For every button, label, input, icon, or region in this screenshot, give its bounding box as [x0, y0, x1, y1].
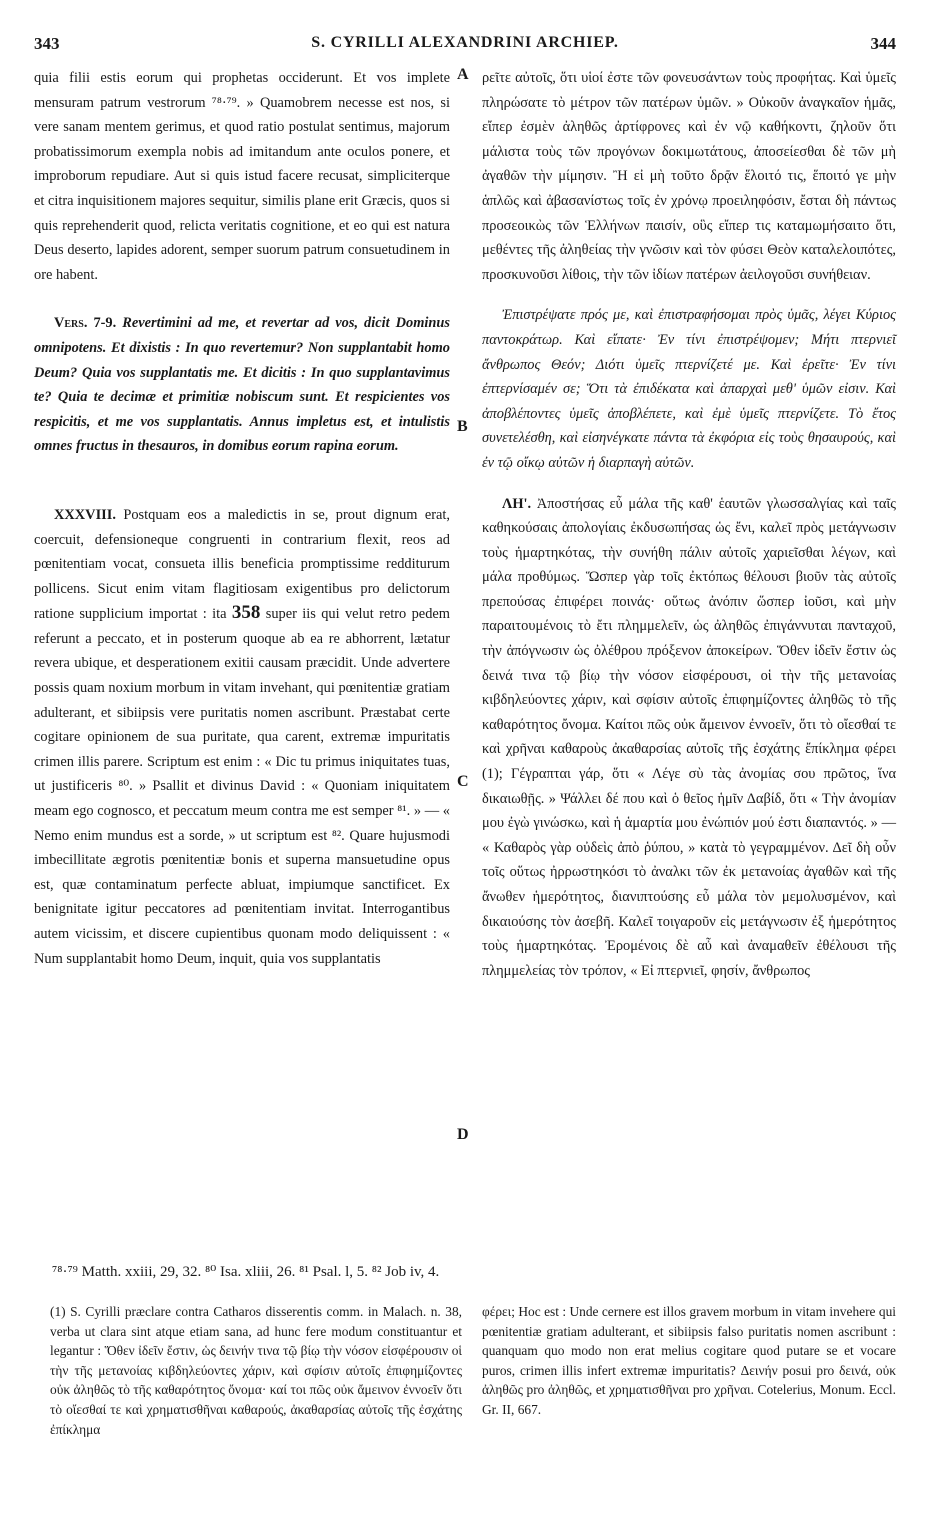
running-title: S. CYRILLI ALEXANDRINI ARCHIEP. [311, 34, 619, 51]
greek-section-38 [482, 492, 896, 984]
greek-paragraph-1: ρεῖτε αὐτοῖς, ὅτι υἱοί ἐστε τῶν φονευσάντων τοὺς προφήτας. Καὶ ὑμεῖς πληρώσατε τὸ μέτρον τῶν πατέρων ὑμῶν. » Οὐκοῦν ἀναγκαῖον ἡμᾶς, εἴπερ ἐσμὲν ἀληθῶς ἀρτίφρονες καὶ ἐν νῷ καθήκοντι, ζηλοῦν ὅτι μάλιστα τοὺς τῶν προγόνων δοκιμωτάτους, ἀποσείεσθαι δὲ τῶν μὴ ἀγαθῶν τὴν μίμησιν. Ἢ εἰ μὴ τοῦτο δρᾷν ἕλοιτό τις, ἕποιτό γε μὴν ἁπλῶς καὶ ἀβασανίστως τοῖς ἐν χρόνῳ προειληφόσιν, ἔσται δὴ πάντως προσεοικὼς τῶν Ἑλλήνων παισίν, οὓς εἴπερ τις καταμωμήσαιτο ὅτι, μεθέντες τῆς ἀληθείας τὴν γνῶσιν καὶ τὸν φύσει Θεὸν καταλελοιπότες, προσκυνοῦσι λίθοις, τὴν τῶν ἰδίων πατέρων ἀειλογοῦσι συνήθειαν. [482, 70, 896, 283]
footnote-left: (1) S. Cyrilli præclare contra Catharos disserentis comm. in Malach. n. 38, verba ut clara sint atque etiam sana, ad hunc fere modum constituantur et legantur : Ὅθεν ἰδεῖν ἔστιν, ὡς δεινήν τινα τῷ βίῳ τὴν νόσον εἰσφέρουσιν οἱ τὴν τῆς μετανοίας κιβδηλεύοντες χάριν, καὶ σφίσιν αὐτοῖς ἐπιφημίζοντες οὐκ ἀληθῶς τὸ τῆς καθαρότητος ὄνομα· καί τοι πῶς οὐκ ἄμεινον ἐννοεῖν ὅτι τὸ οἴεσθαί τε καὶ χρηματισθῆναι καθαρούς, ἀκαθαρσίας αὐτοῖς τῆς ἐσχάτης ἐπίκλημα [50, 1304, 462, 1437]
latin-verse-block [34, 311, 450, 459]
margin-marker-c: C [457, 773, 469, 790]
left-page-number: 343 [34, 34, 60, 53]
scripture-references: ⁷⁸·⁷⁹ Matth. xxiii, 29, 32. ⁸⁰ Isa. xliii, 26. ⁸¹ Psal. l, 5. ⁸² Job iv, 4. [52, 1264, 440, 1280]
greek-section-text: Ἀποστήσας εὖ μάλα τῆς καθ' ἑαυτῶν γλωσσαλγίας καὶ ταῖς καθηκούσαις ἀπολογίαις ἐκδυσωπήσας ὡς ἔνι, καλεῖ πρὸς μετάγνωσιν τοὺς ἡμαρτηκότας, τὴν συνήθη πάλιν αὐτοῖς χαριεῖσθαι λέγων, καὶ μάλα προθύμως. Ὥσπερ γὰρ τοῖς ἐκτόπως θέλουσι βιοῦν τὰς αὐτοῖς πρεπούσας ἐπιφέρει ποινάς· οὕτως ἀνόπιν ὥσπερ ἰοῦσι, καὶ μὴν παραιτουμένοις τὸ ἔτι πλημμελεῖν, ὡς ἀληθῶς ἐπιγάννυται πανταχοῦ, τὴν ἀπόγνωσιν ὡς ὀλέθρου πρόξενον ἀποκείρων. Ὅθεν ἰδεῖν ἔστιν ὡς δεινά τινα τῷ βίῳ τὴν νόσον εἰσφέρουσι, οἱ τὴν τῆς μετανοίας κιβδηλεύοντες χάριν, καὶ σφίσιν αὐτοῖς ἐπιφημίζοντες ἀληθῶς τὸ τῆς καθαρότητος ὄνομα. Καίτοι πῶς οὐκ ἄμεινον ἐννοεῖν, ὅτι τὸ οἴεσθαί τε καὶ χρῆναι καθαροὺς ἀκαθαρσίας αὐτοῖς τῆς ἐσχάτης ἔπίκλημα φέρει (1); Γέγραπται γάρ, ὅτι « Λέγε σὺ τὰς ἀνομίας σου πρῶτος, ἵνα δικαιωθῇς. » Ψάλλει δέ που καὶ ὁ θεῖος ἡμῖν Δαβίδ, ὅτι « Τὴν ἀνομίαν μου ἐγὼ γινώσκω, καὶ ἡ ἁμαρτία μου ἐνώπιόν μού ἐστι διαπαντός. » — « Καθαρὸς γὰρ οὐδεὶς ἀπὸ ῥύπου, » κατὰ τὸ γεγραμμένον. Δεῖ δὴ οὖν τοῖς οὕτως ἠρρωστηκόσι τὸ ἀναλκι τῶν ἐκ μετανοίας ἀγαθῶν καὶ τῆς ἄνωθεν ἡμερότητος, διανιπτούσης εὖ μάλα τὸν μεμολυσμένον, καὶ δικαιούσης τὸν ἀσεβῆ. Καλεῖ τοιγαροῦν εἰς μετάγνωσιν ἐξ ἡμερότητος τοὺς ἡμαρτηκότας. Ἐρομένοις δὲ αὖ καὶ ἀναμαθεῖν ἐθέλουσι τῆς πλημμελείας τὸν τρόπον, « Εἰ πτερνιεῖ, φησίν, ἄνθρωπος [482, 495, 896, 979]
page-header [34, 34, 896, 58]
greek-column [482, 66, 896, 983]
latin-column [34, 66, 450, 971]
greek-section-label: ΛΗ'. [502, 495, 532, 512]
latin-section-label: XXXVIII. [54, 506, 116, 523]
latin-paragraph-1: quia filii estis eorum qui prophetas occiderunt. Et vos implete mensuram patrum vestrorum ⁷⁸·⁷⁹. » Quamobrem necesse est nos, si vere sanam mentem gerimus, et quod ratio postulat sentimus, majorum probatissimorum exempla nobis ad imitandum ante oculos ponere, et improborum repudiare. Aut si quis istud facere recusat, simpliciterque et citra inquisitionem majores sequitur, similis plane erit Græcis, quos si quis reprehenderit quod, relicta veritatis cognitione, et eo qui est natura Deus deserto, lapides adorent, semper suorum patrum consuetudinem in ore habent. [34, 70, 450, 283]
latin-section-text-2: super iis qui velut retro pedem referunt a peccato, et in posterum quoque ab ea re abhorrent, lætatur revera ubique, et desperationem exitii causam præcidit. Unde advertere possis quam noxium morbum in vitam invehant, qui pœnitentiæ gratiam adulterant, et sibiipsis vere puritatis nomen ascribunt. Præstabat certe cogitare opinionem de sua puritate, qua carent, extremæ impuritatis crimen illis parere. Scriptum est enim : « Dic tu primus iniquitates tuas, ut justificeris ⁸⁰. » Psallit et divinus David : « Quoniam iniquitatem meam ego cognosco, et peccatum meum contra me est semper ⁸¹. » — « Nemo enim mundus est a sorde, » ut scriptum est ⁸². Quare hujusmodi imbecillitate ægrotis pœnitentiæ bonis et superna mansuetudine opus est, quæ contaminatum perfecte abluat, impiumque sanctificet. Ex benignitate igitur peccatores ad pœnitentiam invitat. Interrogantibus autem vicissim, et discere cupientibus quonam modo deliquissent : « Num supplantabit homo Deum, inquit, quia vos supplantatis [34, 606, 450, 967]
margin-marker-b: B [457, 418, 468, 435]
greek-verse-text: Ἐπιστρέψατε πρός με, καὶ ἐπιστραφήσομαι πρὸς ὑμᾶς, λέγει Κύριος παντοκράτωρ. Καὶ εἴπατε· Ἐν τίνι ἐπιστρέψομεν; Μήτι πτερνιεῖ ἄνθρωπος Θεόν; Διότι ὑμεῖς πτερνίζετέ με. Καὶ ἐρεῖτε· Ἐν τίνι ἐπτερνίσαμέν σε; Ὅτι τὰ ἐπιδέκατα καὶ ἀπαρχαὶ μεθ' ὑμῶν εἰσιν. Καὶ ἀποβλέποντες ὑμεῖς ἀποβλέπετε, καὶ ἐμὲ ὑμεῖς πτερνίζετε. Τὸ ἔτος συνετελέσθη, καὶ εἰσηνέγκατε πάντα τὰ ἐκφόρια εἰς τοὺς θησαυρούς, καὶ ἐν τῷ οἴκῳ αὐτῶν ἡ διαρπαγὴ αὐτῶν. [482, 307, 896, 471]
latin-verse-text: Revertimini ad me, et revertar ad vos, dicit Dominus omnipotens. Et dixistis : In quo revertemur? Non supplantabit homo Deum? Quia vos supplantatis me. Et dicitis : In quo supplantavimus te? Quia te decimæ et primitiæ nobiscum sunt. Et respicientes vos respicitis, et me vos supplantatis. Annus impletus est, et intulistis omnes fructus in thesauros, in domibus eorum rapina eorum. [34, 315, 450, 455]
verse-label: Vers. 7-9. [54, 315, 117, 332]
margin-marker-a: A [457, 66, 469, 83]
right-page-number: 344 [870, 34, 896, 53]
latin-section-text-1: Postquam eos a maledictis in se, prout dignum erat, coercuit, defensioneque congruenti in contrarium flexit, reos ad pœnitentiam vocat, consueta illis beneficia promptissime redditurum pollicens. Sicut enim vitam flagitiosam exigentibus pro delictorum ratione supplicium importat : ita [34, 506, 450, 623]
margin-marker-d: D [457, 1126, 469, 1143]
footnote-right: φέρει; Hoc est : Unde cernere est illos gravem morbum in vitam invehere qui pœnitentiæ gratiam adulterant, et sibiipsis falso puritatis nomen ascribunt : quanquam quo modo non erat melius cogitare quod putare se et vocare puros, crimen illis infert extremæ impuritatis? Δεινήν posui pro δεινά, οὐκ ἀληθῶς pro ἀληθῶς, et χρηματισθῆναι pro χρῆναι. Cotelerius, Monum. Eccl. Gr. II, 667. [482, 1304, 896, 1417]
latin-section-38 [34, 503, 450, 971]
column-number: 358 [231, 602, 261, 624]
